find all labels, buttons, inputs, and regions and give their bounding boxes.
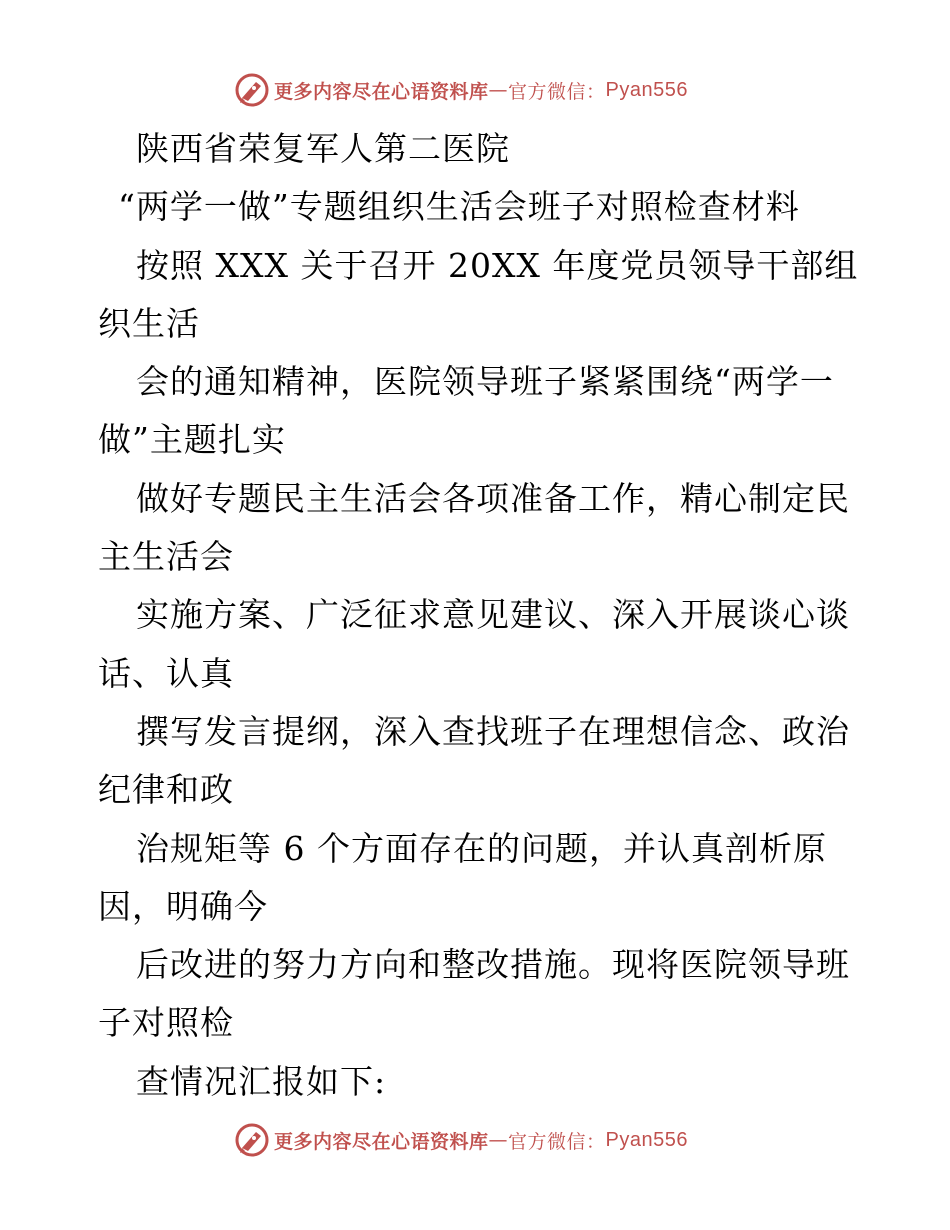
paragraph-line: 织生活 <box>98 303 200 343</box>
banner-wechat-label: 官方微信： <box>508 1130 606 1153</box>
banner-wechat-id: Pyan556 <box>605 78 688 101</box>
paragraph-line: 主生活会 <box>98 537 234 577</box>
paragraph-line: 会的通知精神，医院领导班子紧紧围绕“两学一 <box>136 362 834 402</box>
document-body <box>98 120 858 1111</box>
paragraph-line: 按照 XXX 关于召开 20XX 年度党员领导干部组 <box>136 245 859 285</box>
banner-dash: — <box>488 1129 509 1151</box>
paragraph-line: 纪律和政 <box>98 770 234 810</box>
banner-wechat-label: 官方微信： <box>508 80 606 103</box>
banner-site-name: 更多内容尽在心语资料库 <box>274 80 489 103</box>
paragraph-line: 实施方案、广泛征求意见建议、深入开展谈心谈 <box>136 595 850 635</box>
paragraph-line: 查情况汇报如下: <box>136 1061 387 1101</box>
paragraph-line: 子对照检 <box>98 1003 234 1043</box>
footer-watermark-banner <box>234 1120 688 1160</box>
paragraph-line: 撰写发言提纲，深入查找班子在理想信念、政治 <box>136 711 850 751</box>
paragraph-line: 做”主题扎实 <box>98 420 286 460</box>
paragraph-line: 话、认真 <box>98 653 234 693</box>
header-watermark-banner <box>234 70 688 110</box>
red-pen-nib-logo-icon <box>234 72 270 108</box>
document-title-line-2: “两学一做”专题组织生活会班子对照检查材料 <box>118 187 800 227</box>
paragraph-line: 做好专题民主生活会各项准备工作，精心制定民 <box>136 478 850 518</box>
banner-wechat-id: Pyan556 <box>605 1128 688 1151</box>
paragraph-line: 治规矩等 6 个方面存在的问题，并认真剖析原 <box>136 828 827 868</box>
banner-site-name: 更多内容尽在心语资料库 <box>274 1130 489 1153</box>
red-pen-nib-logo-icon <box>234 1122 270 1158</box>
paragraph-line: 因，明确今 <box>98 886 268 926</box>
paragraph-line: 后改进的努力方向和整改措施。现将医院领导班 <box>136 945 850 985</box>
document-title-line-1: 陕西省荣复军人第二医院 <box>136 129 510 168</box>
banner-dash: — <box>488 79 509 101</box>
